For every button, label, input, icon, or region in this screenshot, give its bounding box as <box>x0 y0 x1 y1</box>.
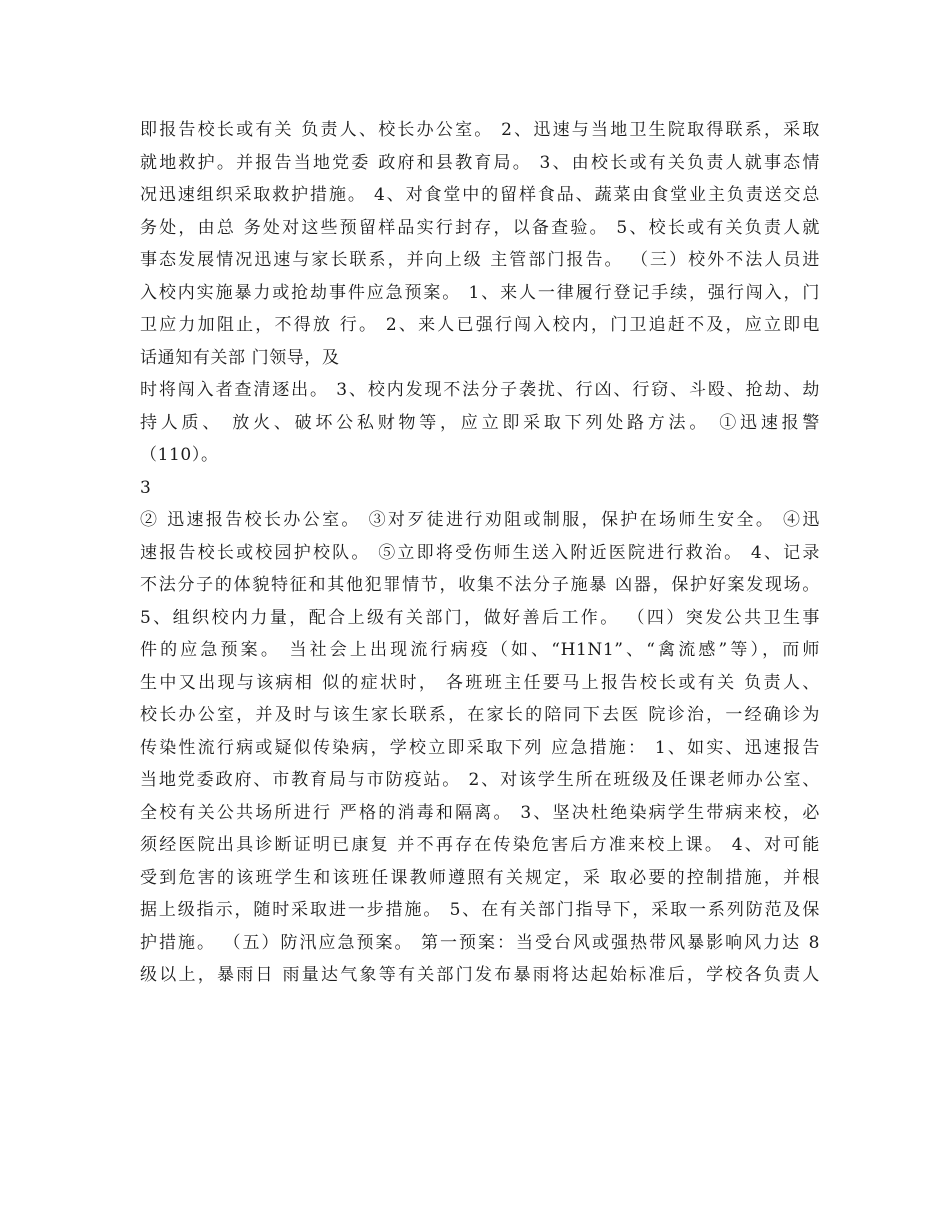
text-line: 即报告校长或有关 负责人、校长办公室。 2、迅速与当地卫生院取得联系，采取 <box>140 120 820 140</box>
text-line: 须经医院出具诊断证明已康复 并不再存在传染危害后方准来校上课。 4、对可能 <box>140 835 820 855</box>
text-line: ② 迅速报告校长办公室。 ③对歹徒进行劝阻或制服，保护在场师生安全。 ④迅 <box>140 510 820 530</box>
text-line: 速报告校长或校园护校队。 ⑤立即将受伤师生送入附近医院进行救治。 4、记录 <box>140 542 820 563</box>
text-line: 生中又出现与该病相 似的症状时， 各班班主任要马上报告校长或有关 负责人、 <box>140 672 820 693</box>
text-line: 不法分子的体貌特征和其他犯罪情节，收集不法分子施暴 凶器，保护好案发现场。 <box>140 575 820 595</box>
text-line: 校长办公室，并及时与该生家长联系，在家长的陪同下去医 院诊治，一经确诊为 <box>140 705 820 725</box>
text-line: （110）。 <box>140 445 219 465</box>
text-line: 传染性流行病或疑似传染病，学校立即采取下列 应急措施： 1、如实、迅速报告 <box>140 737 820 758</box>
text-line: 务处，由总 务处对这些预留样品实行封存，以备查验。 5、校长或有关负责人就 <box>140 217 820 238</box>
text-line: 况迅速组织采取救护措施。 4、对食堂中的留样食品、蔬菜由食堂业主负责送交总 <box>140 185 820 205</box>
text-line: 件的应急预案。 当社会上出现流行病疫（如、“H1N1”、“禽流感”等），而师 <box>140 640 820 660</box>
text-line: 话通知有关部 门领导，及 <box>140 347 340 368</box>
text-line: 当地党委政府、市教育局与市防疫站。 2、对该学生所在班级及任课老师办公室、 <box>140 770 820 790</box>
text-line: 5、组织校内力量，配合上级有关部门，做好善后工作。 （四）突发公共卫生事 <box>140 607 820 628</box>
page-number: 3 <box>140 477 152 498</box>
text-line: 就地救护。并报告当地党委 政府和县教育局。 3、由校长或有关负责人就事态情 <box>140 152 820 173</box>
text-line: 级以上，暴雨日 雨量达气象等有关部门发布暴雨将达起始标准后，学校各负责人 <box>140 965 820 985</box>
text-line: 入校内实施暴力或抢劫事件应急预案。 1、来人一律履行登记手续，强行闯入，门 <box>140 282 820 303</box>
text-line: 事态发展情况迅速与家长联系，并向上级 主管部门报告。 （三）校外不法人员进 <box>140 250 820 270</box>
text-line: 卫应力加阻止，不得放 行。 2、来人已强行闯入校内，门卫追赶不及，应立即电 <box>140 315 820 335</box>
text-line: 据上级指示，随时采取进一步措施。 5、在有关部门指导下，采取一系列防范及保 <box>140 900 820 920</box>
text-line: 全校有关公共场所进行 严格的消毒和隔离。 3、坚决杜绝染病学生带病来校，必 <box>140 802 820 823</box>
document-body <box>140 114 820 992</box>
text-line: 持人质、 放火、破坏公私财物等，应立即采取下列处路方法。 ①迅速报警 <box>140 412 820 433</box>
text-line: 受到危害的该班学生和该班任课教师遵照有关规定，采 取必要的控制措施，并根 <box>140 867 820 888</box>
text-line: 时将闯入者查清逐出。 3、校内发现不法分子袭扰、行凶、行窃、斗殴、抢劫、劫 <box>140 380 820 400</box>
text-line: 护措施。 （五）防汛应急预案。 第一预案：当受台风或强热带风暴影响风力达 8 <box>140 932 820 953</box>
